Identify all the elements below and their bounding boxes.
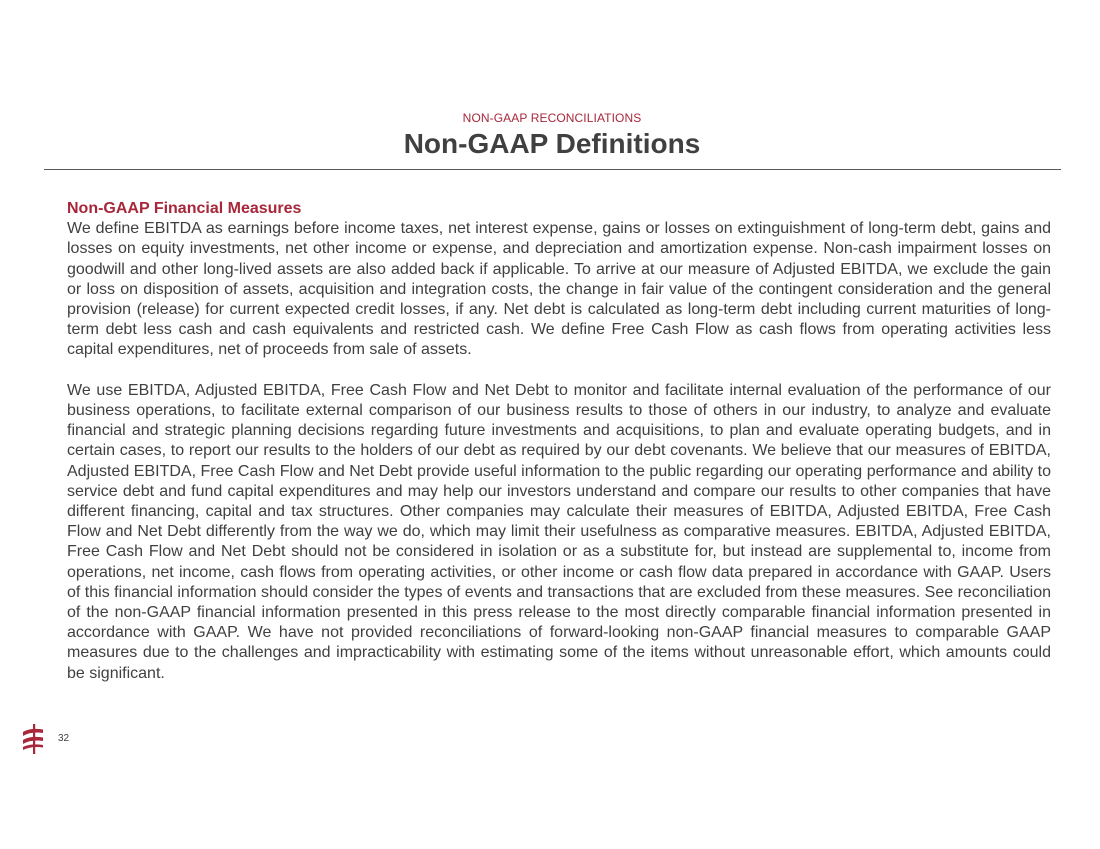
- section-eyebrow: NON-GAAP RECONCILIATIONS: [462, 111, 642, 125]
- company-logo-icon: [20, 723, 46, 755]
- usage-paragraph: We use EBITDA, Adjusted EBITDA, Free Cash Flow and Net Debt to monitor and facilitate internal evaluation of the performance of our business operations, to facilitate external comparison of our business results to those of others in our industry, to analyze and evaluate financial and strategic planning decisions regarding future investments and acquisitions, to plan and evaluate operating budgets, and in certain cases, to report our results to the holders of our debt as required by our debt covenants. We believe that our measures of EBITDA, Adjusted EBITDA, Free Cash Flow and Net Debt provide useful information to the public regarding our operating performance and ability to service debt and fund capital expenditures and may help our investors understand and compare our results to other companies that have different financing, capital and tax structures. Other companies may calculate their measures of EBITDA, Adjusted EBITDA, Free Cash Flow and Net Debt differently from the way we do, which may limit their usefulness as comparative measures. EBITDA, Adjusted EBITDA, Free Cash Flow and Net Debt should not be considered in isolation or as a substitute for, but instead are supplemental to, income from operations, net income, cash flows from operating activities, or other income or cash flow data prepared in accordance with GAAP. Users of this financial information should consider the types of events and transactions that are excluded from these measures. See reconciliation of the non-GAAP financial information presented in this press release to the most directly comparable financial information presented in accordance with GAAP. We have not provided reconciliations of forward-looking non-GAAP financial measures to comparable GAAP measures due to the challenges and impracticability with estimating some of the items without unreasonable effort, which amounts could be significant.: [67, 381, 1051, 682]
- section-heading: Non-GAAP Financial Measures: [67, 200, 302, 217]
- title-divider: [44, 169, 1061, 170]
- definitions-paragraph: We define EBITDA as earnings before income taxes, net interest expense, gains or losses on extinguishment of long-term debt, gains and losses on equity investments, net other income or expense, and depreciation and amortization expense. Non-cash impairment losses on goodwill and other long-lived assets are also added back if applicable. To arrive at our measure of Adjusted EBITDA, we exclude the gain or loss on disposition of assets, acquisition and integration costs, the change in fair value of the contingent consideration and the general provision (release) for current expected credit losses, if any. Net debt is calculated as long-term debt including current maturities of long-term debt less cash and cash equivalents and restricted cash. We define Free Cash Flow as cash flows from operating activities less capital expenditures, net of proceeds from sale of assets.: [67, 220, 1051, 359]
- page-number: 32: [58, 733, 70, 744]
- content-body: [67, 199, 1051, 684]
- page-title: Non-GAAP Definitions: [403, 128, 701, 159]
